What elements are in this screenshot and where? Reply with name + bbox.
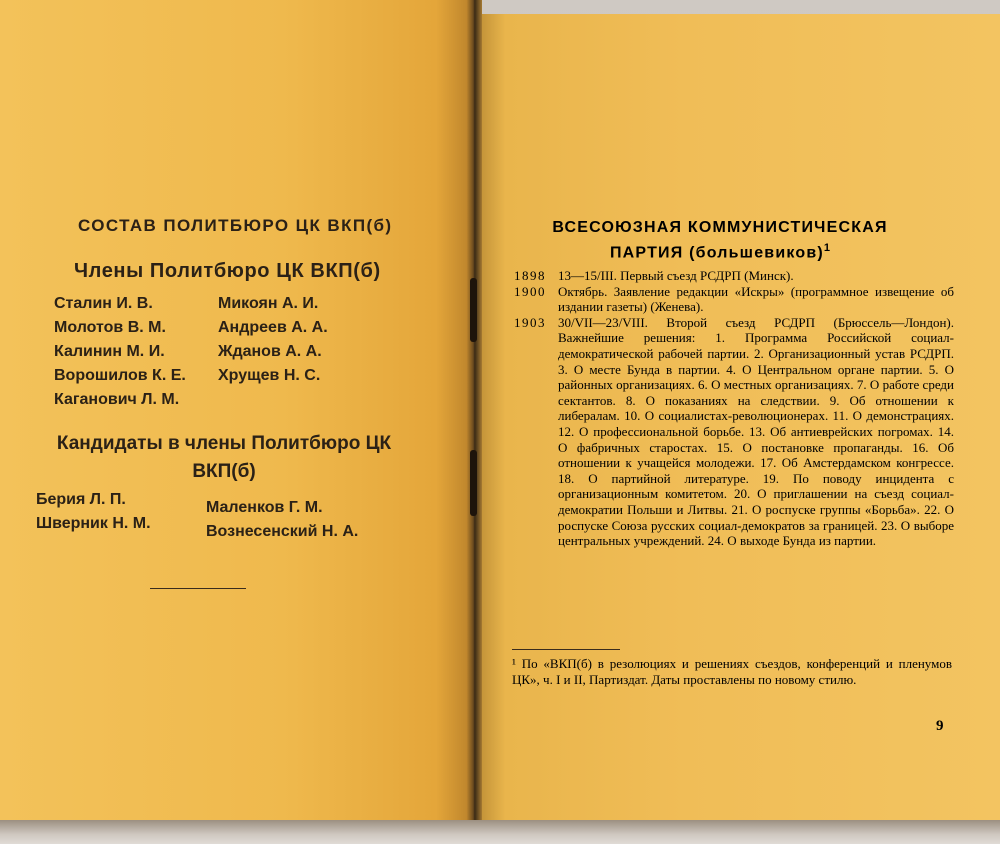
member-name: Сталин И. В. xyxy=(54,295,153,312)
candidates-heading: Кандидаты в члены Политбюро ЦК ВКП(б) xyxy=(56,433,392,482)
member-name: Андреев А. А. xyxy=(218,319,328,336)
party-title xyxy=(530,218,910,263)
page-number: 9 xyxy=(936,718,944,734)
entry-text: 30/VII—23/VIII. Второй съезд РСДРП (Брюссель—Лондон). Важнейшие решения: 1. Программа Российской социал-демократической рабочей партии. 2. Организационный устав РСДРП. 3. О месте Бунда в партии. 4. О Центральном органе партии. 5. О районных организациях. 6. О местных организациях. 7. О работе среди сектантов. 8. О показаниях на следствии. 9. Об отношении к либералам. 10. О социалистах-революционерах. 11. О демонстрациях. 12. О профессиональной борьбе. 13. Об антиеврейских погромах. 14. О фабричных старостах. 15. О постановке пропаганды. 16. Об отношении к учащейся молодежи. 17. Об Амстердамском конгрессе. 18. О партийной литературе. 19. По поводу инцидента с организационным комитетом. 20. О приглашении на съезд социал-демократии Польши и Литвы. 21. О роспуске группы «Борьба». 22. О роспуске Союза русских социал-демократов за границей. 23. О выборе центральных учреждений. 24. О выходе Бунда из партии. xyxy=(558,314,954,549)
chronology-entry xyxy=(514,284,954,315)
entry-year: 1898 xyxy=(514,268,546,283)
candidate-name: Вознесенский Н. А. xyxy=(206,523,359,540)
member-name: Молотов В. М. xyxy=(54,319,166,336)
member-name: Ворошилов К. Е. xyxy=(54,367,186,384)
members-column-2 xyxy=(218,292,328,388)
section-divider xyxy=(150,588,246,589)
chronology-entry xyxy=(514,315,954,549)
entry-text: Октябрь. Заявление редакции «Искры» (программное извещение об издании газеты) (Женева). xyxy=(558,283,954,315)
left-page xyxy=(0,0,474,820)
chronology-entry xyxy=(514,268,954,284)
candidate-name: Берия Л. П. xyxy=(36,491,126,508)
politburo-members-heading: Члены Политбюро ЦК ВКП(б) xyxy=(74,260,381,282)
member-name: Жданов А. А. xyxy=(218,343,322,360)
party-title-line-1: ВСЕСОЮЗНАЯ КОММУНИСТИЧЕСКАЯ xyxy=(552,219,888,236)
entry-year: 1900 xyxy=(514,283,546,299)
chronology xyxy=(514,268,954,549)
footnote: ¹ По «ВКП(б) в резолюциях и решениях съездов, конференций и пленумов ЦК», ч. I и II, Партиздат. Даты проставлены по новому стилю. xyxy=(512,656,952,687)
candidate-name: Маленков Г. М. xyxy=(206,499,323,516)
member-name: Микоян А. И. xyxy=(218,295,319,312)
footnote-divider xyxy=(512,649,620,650)
footnote-marker: 1 xyxy=(823,242,831,254)
entry-text: 13—15/III. Первый съезд РСДРП (Минск). xyxy=(558,268,794,283)
member-name: Хрущев Н. С. xyxy=(218,367,321,384)
candidates-column-2 xyxy=(206,496,358,544)
binding-stitch xyxy=(470,450,477,516)
book-gutter xyxy=(466,0,482,844)
binding-stitch xyxy=(470,278,477,342)
entry-year: 1903 xyxy=(514,314,546,330)
page-bottom-edge xyxy=(0,820,1000,844)
candidates-column-1 xyxy=(36,488,151,536)
members-column-1 xyxy=(54,292,186,412)
member-name: Калинин М. И. xyxy=(54,343,165,360)
member-name: Каганович Л. М. xyxy=(54,391,180,408)
party-title-line-2: ПАРТИЯ (большевиков) xyxy=(609,244,824,262)
candidate-name: Шверник Н. М. xyxy=(36,515,151,532)
politburo-composition-title: СОСТАВ ПОЛИТБЮРО ЦК ВКП(б) xyxy=(78,216,393,235)
